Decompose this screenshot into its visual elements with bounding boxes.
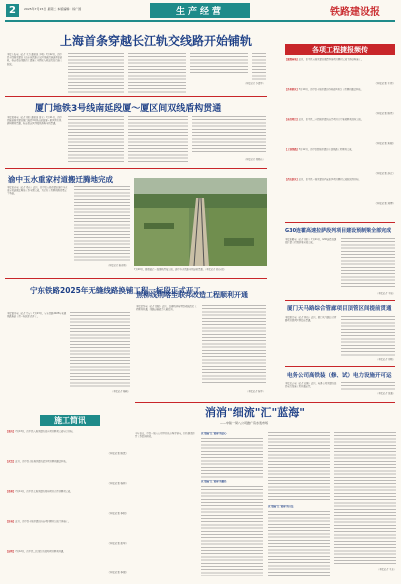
article-body [70,312,130,388]
list-item: 【苏州港区】7月10日，由中铁十局承建的苏州港区码头工程顺利通过验收。 [285,88,363,91]
list-item: 【南昌项目】近日，由中铁二十四局承建的南昌项目首片箱梁顺利浇筑完成。 [285,118,364,121]
article-body [201,486,263,576]
byline: （本报记者 刘博） [374,202,395,205]
byline: （本报记者 张华） [107,542,128,545]
section-divider [5,168,267,169]
section-banner: 生产经营 [150,3,250,18]
article-body [128,53,186,93]
list-item: 【上饶线路】7月12日，由中铁四局承建的上饶线路工程顺利完成。 [285,148,354,151]
masthead [0,0,401,26]
section-divider [285,222,395,223]
brief-news-list [6,430,128,580]
article-body [68,53,124,93]
list-item: 【郑州】7月11日，由中铁七局承建的郑州项目首件制顺利完成。 [6,490,73,493]
byline: （本报记者 王永） [376,568,396,571]
article-body [68,116,124,162]
section-divider [5,96,267,97]
headline-ningdong: 宁东铁路2025年无缝线路换铺工程一标段正式开工 [30,286,201,295]
byline: （本报记者 李阳） [107,512,128,515]
list-item: 【昆明】7月12日，由中铁二院设计的昆明项目顺利开通。 [6,550,66,553]
article-lead: 本报新疆电（记者 刘伟）7月11日，G30连霍高速改扩建工程预制梁全部完成。 [285,238,337,245]
article-lead: 本报福州电（记者 刘伟 通讯员 张立）7月11日，由中铁隧道局承建的厦门地铁3号线南延段厦～厦区间右线盾构顺利贯通，标志着该区间双线盾构全线贯通。 [7,116,62,126]
section-divider [285,300,395,301]
article-body [341,238,395,288]
article-body [341,316,395,356]
headline-g30: G30连霍高速拉萨段列项目建设预制梁全部完成 [285,228,392,234]
list-item: 【武汉】近日，由中铁大桥局承建的武汉项目顺利通过验收。 [6,460,69,463]
byline: （本报记者 李丽） [107,571,128,574]
byline: （本报记者 杨帆） [110,390,130,393]
article-body [268,511,330,577]
list-item: 【济南】近日，由中铁十局承建的济南项目顺利完成主体施工。 [6,520,71,523]
list-item: 【西安新区】近日，由中铁一局承建的西安新区项目顺利完成阶段性目标。 [285,178,361,181]
article-lead: 本报北京电（记者 赵刚）近日，电务公司承建的高铁电力设施工程开通运营。 [285,382,337,389]
article-lead: 本报银川电（记者 马宁）7月13日，宁东铁路2025年无缝线路换铺工程一标段正式开工。 [7,312,67,319]
article-body [341,382,395,390]
byline: （本报记者 陈思） [107,452,128,455]
article-lead: 本报厦门电（记者 林海）近日，厦门天马路综合管廊项目顶管区间提前贯通。 [285,316,337,323]
headline-shanghai: 上海首条穿越长江轨交线路开始铺轨 [60,34,253,48]
article-body [252,53,266,81]
feature-divider [135,402,395,403]
date-line: 2025年7月15日 星期二 本版编辑：杨广国 [24,7,82,11]
byline: （本报记者 郑晓东） [243,158,265,161]
byline: （本报记者 王敏） [375,292,395,295]
article-lead: 本报上海电（记者 王力 通讯员 李明）7月12日，由中铁十四局承建的上海市域铁路示范区线越江隧道开始铺轨，标志着该线路由土建施工全面转入轨道及站后施工阶段。 [7,53,63,66]
headline-xiamen-metro: 厦门地铁3号线南延段厦～厦区间双线盾构贯通 [35,104,222,114]
article-lead: 今年以来，中铁一局八公司坚持以市场为导向，持续推进经营工作提质增效。 [135,432,195,439]
article-body [74,186,130,262]
masthead-divider [5,20,395,22]
article-body [128,116,188,162]
byline: （本报记者 刘明） [375,358,395,361]
brief-news-title-bar: 施工简讯 [40,415,100,426]
page-number-badge: 2 [6,4,19,17]
section-divider [285,366,395,367]
article-lead: 本报武汉电（记者 胡斌）近日，焦柳线荆喀至联邦段改造工程顺利开通，线路运输能力大幅提升。 [136,305,197,312]
sidebar-title-bar: 各项工程捷报频传 [285,44,395,55]
byline: （本报记者 陈光明） [106,264,128,267]
article-body [192,116,266,154]
subhead: 以"细流"汇"蓝海"的路径 [201,480,227,483]
byline: （本报记者 杨林） [107,482,128,485]
headline-feature: 消消"细流"汇"蓝海" [205,406,305,419]
newspaper-title: 铁路建设报 [330,7,380,18]
article-body [201,438,263,478]
headline-xiamen-pipe: 厦门天马路综合管廊项目顶管区间提前贯通 [287,306,392,312]
headline-power: 电务公司高铁装（修、试）电力设施开可运 [287,373,392,379]
byline: （本报记者 王伟） [374,82,395,85]
list-item: 【重庆】7月13日，由中铁八局承建的重庆项目顺利完成年度目标。 [6,430,75,433]
article-body [334,432,396,564]
article-lead: 本报重庆电（记者 邓东）近日，由中铁八局承建的渝中玉水重家村道搬迁腾地工作全面完成，为后续工程顺利推进奠定了基础。 [7,186,68,196]
byline: （本报记者 张强） [375,392,395,395]
sidebar-news-list [285,58,395,208]
article-body [202,305,266,385]
article-body [268,432,330,502]
subhead: 以"细流"汇"蓝海"的方法 [268,505,294,508]
byline: （本报记者 陈亮） [374,112,395,115]
photo-caption: 7月10日，随着最后一段钢轨焊接完成，渝中玉水铁路全线铺轨贯通。（本报记者 孙涛 摄） [134,268,226,271]
subhead: 以"细流"汇"蓝海"的信心 [201,432,227,435]
headline-jiaoliu: 焦柳线荆喀至联邦改造工程顺利开通 [136,291,248,299]
article-body [190,53,248,73]
byline: （本报记者 陈华） [245,390,265,393]
byline: （本报记者 朱刚） [374,142,395,145]
byline: （本报记者 李建华） [243,82,265,85]
section-divider [5,278,267,279]
list-item: 【湘潭基地】近日，由中铁五局承建的湘潭基地项目顺利完成主体结构施工。 [285,58,364,61]
byline: （本报记者 孙立） [374,172,395,175]
feature-subtitle: ——中铁一局八公司推广有水表市场 [220,421,269,425]
railway-aerial-photo [134,178,267,266]
headline-yuzhong: 渝中玉水重家村道搬迁腾地完成 [8,175,113,184]
